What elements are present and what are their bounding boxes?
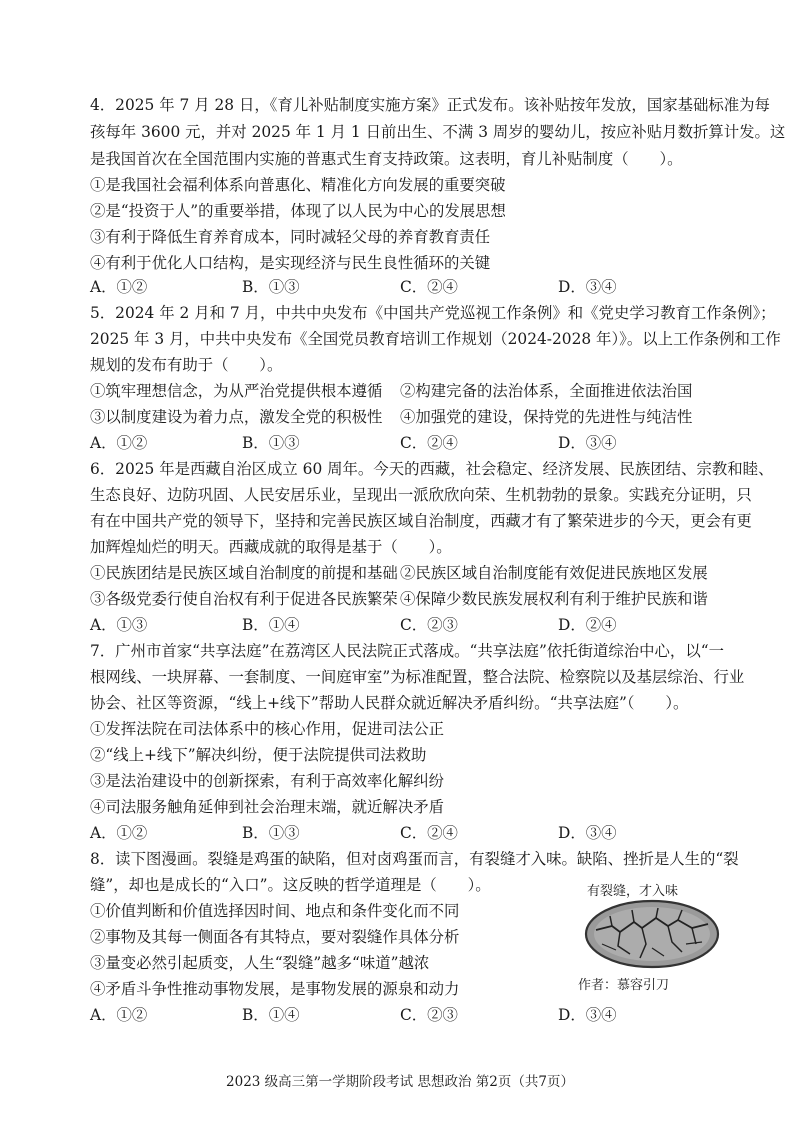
q7-option-c: C．②④ [400, 824, 458, 842]
q4-stem-line-2: 孩每年 3600 元，并对 2025 年 1 月 1 日前出生、不满 3 周岁的婴幼儿，按应补贴月数折算计发。这 [90, 123, 786, 141]
q7-stem-line-1: 7．广州市首家“共享法庭”在荔湾区人民法院正式落成。“共享法庭”依托街道综治中心，以“一 [90, 642, 724, 660]
q8-option-c: C．②③ [400, 1006, 458, 1024]
q7-stem-line-2: 根网线、一块屏幕、一套制度、一间庭审室”为标准配置，整合法院、检察院以及基层综治、行业 [90, 668, 745, 686]
q6-statement-1: ①民族团结是民族区域自治制度的前提和基础 [90, 564, 398, 582]
q5-option-c: C．②④ [400, 434, 458, 452]
q6-option-b: B．①④ [242, 616, 300, 634]
q6-stem-line-3: 有在中国共产党的领导下，坚持和完善民族区域自治制度，西藏才有了繁荣进步的今天，更会有更 [90, 512, 752, 530]
q6-stem-line-1: 6．2025 年是西藏自治区成立 60 周年。今天的西藏，社会稳定、经济发展、民族团结、宗教和睦、 [90, 460, 774, 478]
q4-option-c: C．②④ [400, 278, 458, 296]
q7-option-b: B．①③ [242, 824, 300, 842]
q7-statement-1: ①发挥法院在司法体系中的核心作用，促进司法公正 [90, 720, 444, 738]
q7-option-d: D．③④ [558, 824, 617, 842]
q7-statement-4: ④司法服务触角延伸到社会治理末端，就近解决矛盾 [90, 798, 444, 816]
q6-option-a: A．①③ [90, 616, 148, 634]
q5-statement-3: ③以制度建设为着力点，激发全党的积极性 [90, 408, 383, 426]
q8-option-a: A．①② [90, 1006, 148, 1024]
q8-statement-1: ①价值判断和价值选择因时间、地点和条件变化而不同 [90, 902, 460, 920]
q4-statement-4: ④有利于优化人口结构，是实现经济与民生良性循环的关键 [90, 254, 491, 272]
q4-statement-2: ②是“投资于人”的重要举措，体现了以人民为中心的发展思想 [90, 202, 506, 220]
q6-option-d: D．②④ [558, 616, 617, 634]
q8-statement-4: ④矛盾斗争性推动事物发展，是事物发展的源泉和动力 [90, 980, 460, 998]
q4-statement-3: ③有利于降低生育养育成本，同时减轻父母的养育教育责任 [90, 228, 491, 246]
q5-stem-line-2: 2025 年 3 月，中共中央发布《全国党员教育培训工作规划（2024-2028 年）》。以上工作条例和工作 [90, 330, 781, 348]
q6-option-c: C．②③ [400, 616, 458, 634]
page-footer: 2023 级高三第一学期阶段考试 思想政治 第2页（共7页） [226, 1074, 574, 1090]
q8-statement-2: ②事物及其每一侧面各有其特点，要对裂缝作具体分析 [90, 928, 460, 946]
q5-statement-4: ④加强党的建设，保持党的先进性与纯洁性 [400, 408, 693, 426]
q8-statement-3: ③量变必然引起质变，人生“裂缝”越多“味道”越浓 [90, 954, 430, 972]
q8-option-b: B．①④ [242, 1006, 300, 1024]
q4-option-a: A．①② [90, 278, 148, 296]
q4-option-b: B．①③ [242, 278, 300, 296]
q8-stem-line-1: 8．读下图漫画。裂缝是鸡蛋的缺陷，但对卤鸡蛋而言，有裂缝才入味。缺陷、挫折是人生的“裂 [90, 850, 739, 868]
q5-statement-1: ①筑牢理想信念，为从严治党提供根本遵循 [90, 382, 383, 400]
q5-statement-2: ②构建完备的法治体系，全面推进依法治国 [400, 382, 693, 400]
q5-stem-line-3: 规划的发布有助于（ ）。 [90, 356, 283, 374]
q6-statement-3: ③各级党委行使自治权有利于促进各民族繁荣 [90, 590, 398, 608]
q8-option-d: D．③④ [558, 1006, 617, 1024]
q7-option-a: A．①② [90, 824, 148, 842]
q7-statement-3: ③是法治建设中的创新探索，有利于高效率化解纠纷 [90, 772, 444, 790]
q5-option-a: A．①② [90, 434, 148, 452]
q5-option-d: D．③④ [558, 434, 617, 452]
q7-stem-line-3: 协会、社区等资源，“线上+线下”帮助人民群众就近解决矛盾纠纷。“共享法庭”（ ）。 [90, 694, 689, 712]
q5-option-b: B．①③ [242, 434, 300, 452]
cartoon-caption-top: 有裂缝，才入味 [587, 884, 679, 899]
q4-stem-line-3: 是我国首次在全国范围内实施的普惠式生育支持政策。这表明，育儿补贴制度（ ）。 [90, 150, 683, 168]
q4-statement-1: ①是我国社会福利体系向普惠化、精准化方向发展的重要突破 [90, 176, 506, 194]
cartoon-caption-author: 作者：慕容引刀 [578, 978, 670, 993]
q4-stem-line-1: 4．2025 年 7 月 28 日，《育儿补贴制度实施方案》正式发布。该补贴按年发放，国家基础标准为每 [90, 96, 770, 114]
q6-stem-line-4: 加辉煌灿烂的明天。西藏成就的取得是基于（ ）。 [90, 538, 452, 556]
cracked-egg-cartoon [582, 898, 722, 970]
q6-statement-2: ②民族区域自治制度能有效促进民族地区发展 [400, 564, 708, 582]
q4-option-d: D．③④ [558, 278, 617, 296]
q6-statement-4: ④保障少数民族发展权利有利于维护民族和谐 [400, 590, 708, 608]
q7-statement-2: ②“线上+线下”解决纠纷，便于法院提供司法救助 [90, 746, 427, 764]
q6-stem-line-2: 生态良好、边防巩固、人民安居乐业，呈现出一派欣欣向荣、生机勃勃的景象。实践充分证明，只 [90, 486, 752, 504]
q8-stem-line-2: 缝”，却也是成长的“入口”。这反映的哲学道理是（ ）。 [90, 876, 491, 894]
q5-stem-line-1: 5．2024 年 2 月和 7 月，中共中央发布《中国共产党巡视工作条例》和《党史学习教育工作条例》； [90, 304, 776, 322]
